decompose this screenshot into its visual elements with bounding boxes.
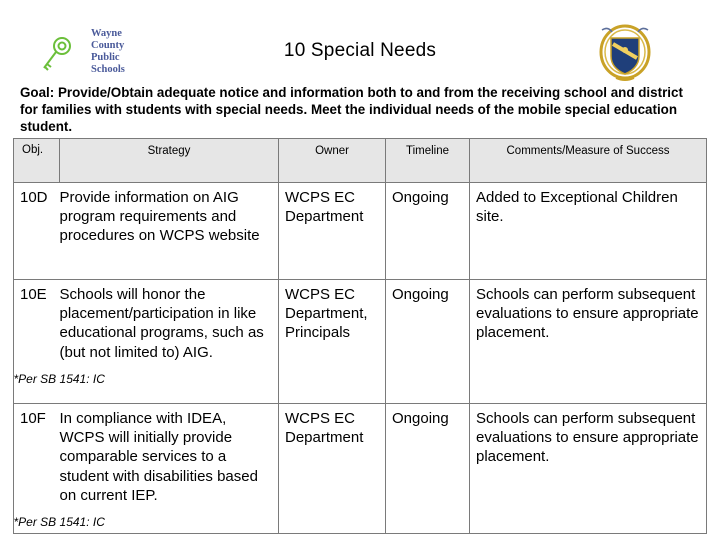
- row-id: 10D: [14, 183, 60, 280]
- table-row: [14, 280, 707, 404]
- header-timeline: Timeline: [386, 139, 470, 183]
- row-comments: Added to Exceptional Children site.: [470, 183, 707, 280]
- strategy-note: *Per SB 1541: IC: [13, 371, 105, 386]
- strategy-table: [13, 138, 707, 534]
- logo-line-1: Wayne: [91, 28, 122, 39]
- row-timeline: Ongoing: [386, 404, 470, 534]
- row-id: 10F: [14, 404, 60, 534]
- header-owner: Owner: [279, 139, 386, 183]
- logo-line-4: Schools: [91, 64, 125, 75]
- header-strategy: Strategy: [60, 139, 279, 183]
- header-comments: Comments/Measure of Success: [470, 139, 707, 183]
- strategy-text: Schools will honor the placement/participation in like educational programs, such as (but not limited to) AIG.: [59, 286, 264, 361]
- row-strategy: [60, 183, 279, 280]
- row-id: 10E: [14, 280, 60, 404]
- row-owner: WCPS EC Department: [279, 183, 386, 280]
- strategy-text: In compliance with IDEA, WCPS will initially provide comparable services to a student with disabilities based on current IEP.: [59, 410, 258, 504]
- row-owner: WCPS EC Department: [279, 404, 386, 534]
- logo-line-2: County: [91, 40, 125, 51]
- header-obj: Obj.: [14, 139, 60, 183]
- strategy-note: *Per SB 1541: IC: [13, 515, 105, 530]
- row-timeline: Ongoing: [386, 280, 470, 404]
- page-title: 10 Special Needs: [283, 40, 437, 61]
- goal-statement: Goal: Provide/Obtain adequate notice and information both to and from the receiving school and district for families with students with special needs. Meet the individual needs of the mobile special education student.: [20, 85, 683, 134]
- row-timeline: Ongoing: [386, 183, 470, 280]
- logo-line-3: Public: [91, 52, 120, 63]
- table-row: [14, 183, 707, 280]
- strategy-text: Provide information on AIG program requirements and procedures on WCPS website: [59, 189, 260, 245]
- row-comments: Schools can perform subsequent evaluations to ensure appropriate placement.: [470, 404, 707, 534]
- row-comments: Schools can perform subsequent evaluations to ensure appropriate placement.: [470, 280, 707, 404]
- row-owner: WCPS EC Department, Principals: [279, 280, 386, 404]
- table-header-row: [14, 139, 707, 183]
- table-row: [14, 404, 707, 534]
